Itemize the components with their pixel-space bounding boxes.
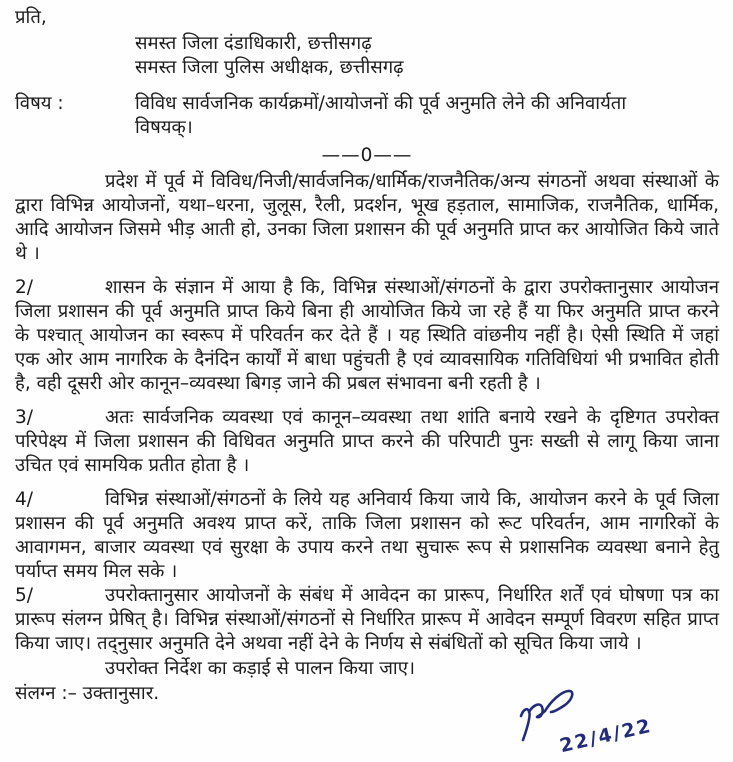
paragraph-number: 5/ — [15, 585, 34, 606]
paragraph-text: उपरोक्तानुसार आयोजनों के संबंध में आवेदन का प्रारूप, निर्धारित शर्तें एवं घोषणा पत्र का प्रारूप संलग्न प्रेषित् है। विभिन्न संस्थाओं/संगठनों से निर्धारित प्रारूप में आवेदन सम्पूर्ण विवरण सहित प्राप्त किया जाए। तद्नुसार अनुमति देने अथवा नहीं देने के निर्णय से संबंधितों को सूचित किया जाये । — [15, 585, 719, 654]
addressee-block — [135, 32, 719, 80]
paragraph-text: अतः सार्वजनिक व्यवस्था एवं कानून–व्यवस्था तथा शांति बनाये रखने के दृष्टिगत उपरोक्त परिपेक्ष्य में जिला प्रशासन की विधिवत अनुमति प्राप्त करने की परिपाटी पुनः सख्ती से लागू किया जाना उचित एवं सामयिक प्रतीत होता है । — [15, 407, 719, 476]
paragraph-number: 3/ — [15, 407, 34, 428]
paragraph-1: प्रदेश में पूर्व में विविध/निजी/सार्वजनिक/धार्मिक/राजनैतिक/अन्य संगठनों अथवा संस्थाओं के द्वारा विभिन्न आयोजनों, यथा–धरना, जुलूस, रैली, प्रदर्शन, भूख हड़ताल, सामाजिक, राजनैतिक, धार्मिक, आदि आयोजन जिसमे भीड़ आती हो, उनका जिला प्रशासन की पूर्व अनुमति प्राप्त कर आयोजित किये जाते थे । — [15, 171, 719, 264]
subject-row — [15, 92, 719, 140]
paragraph-5 — [15, 584, 719, 656]
handwritten-signature — [511, 686, 691, 758]
paragraph-3 — [15, 406, 719, 478]
paragraph-number: 4/ — [15, 489, 34, 510]
paragraph-4 — [15, 488, 719, 584]
subject-text: विविध सार्वजनिक कार्यक्रमों/आयोजनों की पूर्व अनुमति लेने की अनिवार्यता विषयक्। — [135, 93, 627, 138]
addressee-line: समस्त जिला दंडाधिकारी, छत्तीसगढ़ — [135, 33, 372, 54]
enclosure-line: संलग्न :– उक्तानुसार. — [15, 683, 160, 704]
paragraph-2 — [15, 276, 719, 396]
addressee-line: समस्त जिला पुलिस अधीक्षक, छत्तीसगढ़ — [135, 57, 404, 78]
section-separator: ——0—— — [321, 145, 413, 166]
paragraph-number: 2/ — [15, 277, 34, 298]
paragraph-text: विभिन्न संस्थाओं/संगठनों के लिये यह अनिवार्य किया जाये कि, आयोजन करने के पूर्व जिला प्रशासन की पूर्व अनुमति अवश्य प्राप्त करें, ताकि जिला प्रशासन को रूट परिवर्तन, आम नागरिकों के आवागमन, बाजार व्यवस्था एवं सुरक्षा के उपाय करने तथा सुचारू रूप से प्रशासनिक व्यवस्था बनाने हेतु पर्याप्त समय मिल सके । — [15, 489, 719, 582]
closing-line: उपरोक्त निर्देश का कड़ाई से पालन किया जाए। — [105, 658, 415, 679]
salutation: प्रति, — [15, 7, 47, 28]
paragraph-text: शासन के संज्ञान में आया है कि, विभिन्न संस्थाओं/संगठनों के द्वारा उपरोक्तानुसार आयोजन जिला प्रशासन की पूर्व अनुमति प्राप्त किये बिना ही आयोजित किये जा रहे हैं या फिर अनुमति प्राप्त करने के पश्चात् आयोजन का स्वरूप में परिवर्तन कर देते हैं । यह स्थिति वांछनीय नहीं है। ऐसी स्थिति में जहां एक ओर आम नागरिक के दैनंदिन कार्यों में बाधा पहुंचती है एवं व्यावसायिक गतिविधियां भी प्रभावित होती है, वही दूसरी ओर कानून–व्यवस्था बिगड़ जाने की प्रबल संभावना बनी रहती है । — [15, 277, 719, 394]
subject-label: विषय : — [15, 93, 64, 114]
signature-date: 22/4/22 — [557, 714, 655, 758]
